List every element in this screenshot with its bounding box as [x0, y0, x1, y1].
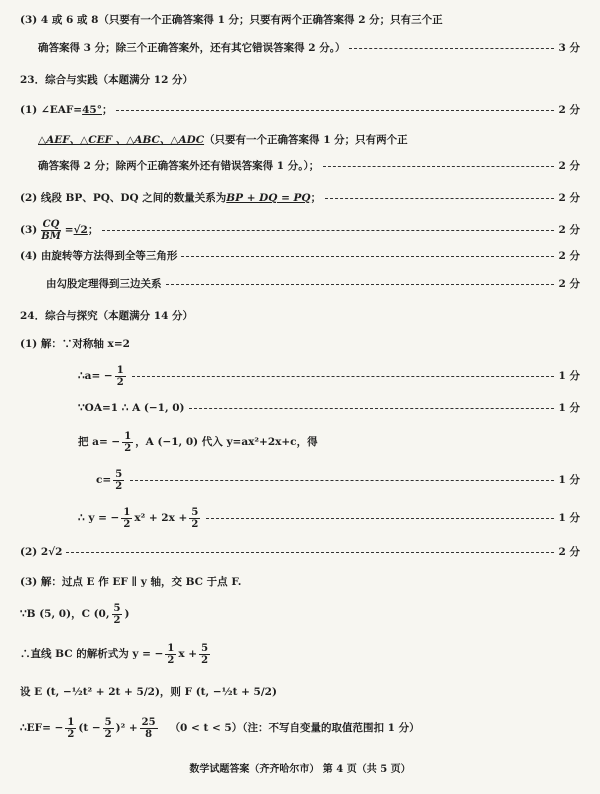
- q23-part2: (2) 线段 BP、PQ、DQ 之间的数量关系为 BP + DQ = PQ ； 2 分: [20, 192, 580, 204]
- q22-part3-line2: 确答案得 3 分；除三个正确答案外，还有其它错误答案得 2 分。） 3 分: [38, 42, 580, 54]
- q23-part1-note: 确答案得 2 分；除两个正确答案外还有错误答案得 1 分。）； 2 分: [38, 160, 580, 172]
- leader-dots: [323, 165, 554, 167]
- q24-ef-length: ∴EF= − $\frac{1}{2}$ (t − $\frac{5}{2}$ )² + $\frac{25}{8}$ （0 < t < 5）（注：不写自变量的取值范围扣 1 分）: [20, 716, 420, 740]
- leader-dots: [116, 109, 554, 111]
- leader-dots: [130, 479, 554, 481]
- fraction: $\frac{5}{2}$: [104, 716, 112, 740]
- leader-dots: [166, 283, 555, 285]
- leader-dots: [206, 517, 554, 519]
- q24-part1-intro: (1) 解：∵对称轴 x=2: [20, 338, 130, 350]
- leader-dots: [189, 407, 554, 409]
- q23-part1-triangles: △AEF、△CEF 、△ABC、△ADC （只要有一个正确答案得 1 分；只有两个正: [38, 134, 408, 146]
- q23-heading: 23．综合与实践（本题满分 12 分）: [20, 74, 194, 86]
- fraction: $\frac{1}{2}$: [116, 364, 124, 388]
- q24-c-value: c= $\frac{5}{2}$ 1 分: [96, 468, 580, 492]
- q24-part2: (2) 2√2 2 分: [20, 546, 580, 558]
- q24-points-ef: 设 E (t, −½t² + 2t + 5/2)，则 F (t, −½t + 5/2): [20, 686, 277, 698]
- leader-dots: [325, 197, 554, 199]
- fraction: $\frac{1}{2}$: [123, 506, 131, 530]
- fraction: $\frac{1}{2}$: [67, 716, 75, 740]
- q23-part1: (1) ∠EAF= 45° ； 2 分: [20, 104, 580, 116]
- fraction: $\frac{1}{2}$: [124, 430, 132, 454]
- fraction: $\frac{5}{2}$: [115, 468, 123, 492]
- fraction: $\frac{1}{2}$: [167, 642, 175, 666]
- leader-dots: [66, 551, 554, 553]
- q24-points-bc: ∵B (5, 0)，C (0, $\frac{5}{2}$ ): [20, 602, 130, 626]
- fraction: $\frac{5}{2}$: [191, 506, 199, 530]
- q23-part4: (4) 由旋转等方法得到全等三角形 2 分: [20, 250, 580, 262]
- fraction: $\frac{25}{8}$: [141, 716, 156, 740]
- q22-part3-line1: (3) 4 或 6 或 8（只要有一个正确答案得 1 分；只要有两个正确答案得 2 分；只有三个正: [20, 14, 443, 26]
- q23-part3: (3) $\frac{CQ}{BM}$ = √2 ； 2 分: [20, 218, 580, 242]
- leader-dots: [181, 255, 554, 257]
- leader-dots: [102, 229, 554, 231]
- q23-part4-line2: 由勾股定理得到三边关系 2 分: [46, 278, 580, 290]
- fraction: $\frac{5}{2}$: [113, 602, 121, 626]
- q24-line-bc: ∴直线 BC 的解析式为 y = − $\frac{1}{2}$ x + $\frac{5}{2}$: [20, 642, 209, 666]
- q24-substitute: 把 a= − $\frac{1}{2}$ ，A (−1, 0) 代入 y=ax²+2x+c，得: [78, 430, 318, 454]
- q24-equation: ∴ y = − $\frac{1}{2}$ x² + 2x + $\frac{5}{2}$ 1 分: [78, 506, 580, 530]
- fraction: $\frac{5}{2}$: [201, 642, 209, 666]
- q24-point-a: ∵OA=1 ∴ A (−1, 0) 1 分: [78, 402, 580, 414]
- q24-heading: 24．综合与探究（本题满分 14 分）: [20, 310, 194, 322]
- leader-dots: [349, 47, 554, 49]
- fraction: $\frac{CQ}{BM}$: [41, 218, 61, 242]
- leader-dots: [132, 375, 554, 377]
- q24-part3-intro: (3) 解：过点 E 作 EF ∥ y 轴，交 BC 于点 F.: [20, 576, 242, 588]
- q24-a-value: ∴a= − $\frac{1}{2}$ 1 分: [78, 364, 580, 388]
- page-footer: 数学试题答案（齐齐哈尔市） 第 4 页（共 5 页）: [189, 764, 411, 775]
